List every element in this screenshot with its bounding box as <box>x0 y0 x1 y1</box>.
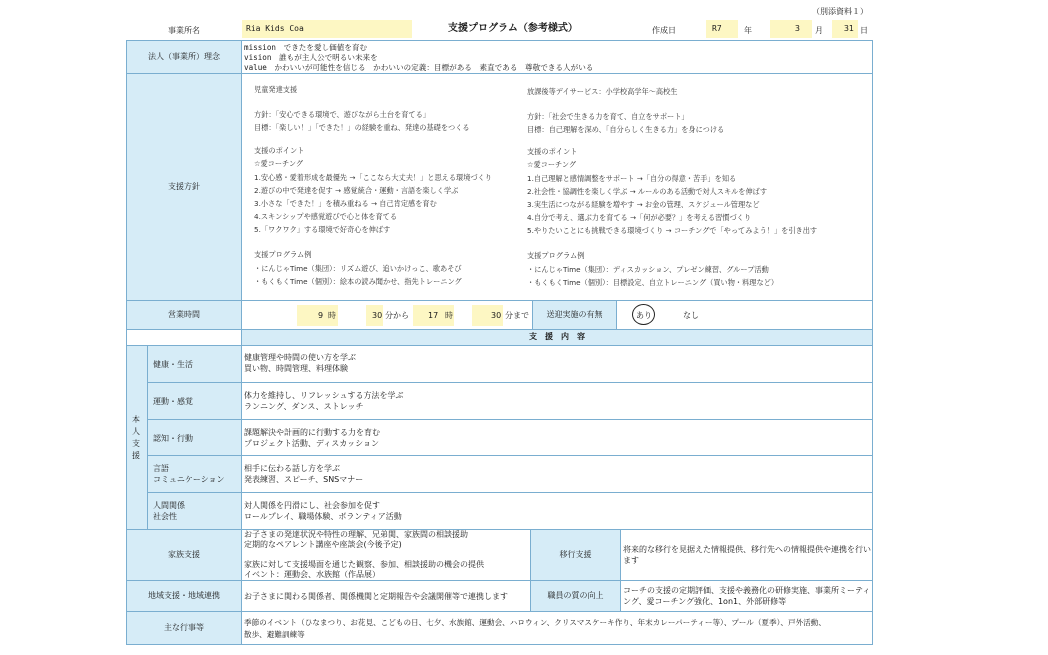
policy-left-program: ・もくもくTime（個別）：絵本の読み聞かせ、指先トレーニング <box>254 277 462 286</box>
support-row-content-communication <box>241 455 873 493</box>
family-support-content <box>241 529 531 581</box>
policy-right-point: 5.やりたいことにも挑戦できる環境づくり → コーチングで「やってみよう！」を引き出す <box>527 226 818 235</box>
policy-right-point: 3.実生活につながる経験を増やす → お金の管理、スケジュール管理など <box>527 200 760 209</box>
policy-right-point: 4.自分で考え、選ぶ力を育てる →「何が必要？」を考える習慣づくり <box>527 213 752 222</box>
policy-right-points-heading: 支援のポイント <box>527 147 578 156</box>
policy-left-program: ・にんじゃTime（集団）：リズム遊び、追いかけっこ、歌あそび <box>254 264 462 273</box>
transport-no-option[interactable]: なし <box>683 311 699 320</box>
transition-line: ます <box>623 556 639 565</box>
philosophy-line: value かわいいが可能性を信じる かわいいの定義：目標がある 素直である 尊敬できる人がいる <box>244 63 594 72</box>
staff-line: ング、愛コーチング強化、1on1、外部研修等 <box>623 597 787 606</box>
policy-left-point: 5.「ワクワク」する環境で好奇心を伸ばす <box>254 225 391 234</box>
support-row-label-text: 言語 コミュニケーション <box>153 464 225 484</box>
support-row-content-social <box>241 492 873 530</box>
transition-support-content <box>620 529 873 581</box>
community-line: お子さまに関わる関係者、関係機関と定期報告や会議開催等で連携します <box>244 592 508 601</box>
created-date-label: 作成日 <box>652 26 676 35</box>
support-row-line: 対人関係を円滑にし、社会参加を促す <box>244 501 380 510</box>
community-support-content <box>241 580 531 612</box>
support-row-line: 発表練習、スピーチ、SNSマナー <box>244 475 364 484</box>
from-text: 分から <box>385 311 409 320</box>
support-row-label-text: 人間関係 社会性 <box>153 501 185 521</box>
day-unit: 日 <box>860 26 868 35</box>
transition-line: 将来的な移行を見据えた情報提供、移行先への情報提供や連携を行い <box>623 545 871 554</box>
policy-right-program: ・もくもくTime（個別）：目標設定、自立トレーニング（買い物・料理など） <box>527 278 779 287</box>
philosophy-content <box>241 40 873 74</box>
support-row-line: 体力を維持し、リフレッシュする方法を学ぶ <box>244 391 404 400</box>
era-field[interactable]: R7 <box>706 20 738 38</box>
support-content-header: 支 援 内 容 <box>241 329 873 346</box>
transport-yes-option[interactable]: あり <box>636 311 652 320</box>
page-title: 支援プログラム（参考様式） <box>448 23 578 34</box>
support-row-content-motor <box>241 382 873 420</box>
end-minute-value: 30 <box>491 311 502 320</box>
until-text: 分まで <box>505 311 529 320</box>
support-row-line: ランニング、ダンス、ストレッチ <box>244 402 364 411</box>
family-support-label: 家族支援 <box>126 529 242 581</box>
self-support-text: 本人支援 <box>132 415 140 460</box>
staff-quality-label: 職員の質の向上 <box>530 580 621 612</box>
policy-right-goal: 目標：自己理解を深め、「自分らしく生きる力」を身につける <box>527 125 725 134</box>
community-support-label: 地域支援・地域連携 <box>126 580 242 612</box>
philosophy-line: vision 誰もが主人公で明るい未来を <box>244 53 378 62</box>
business-hours-row <box>241 300 873 330</box>
family-line: 家族に対して支援場面を通じた観察、参加、相談援助の機会の提供 <box>244 560 484 569</box>
policy-right-point: 2.社会性・協調性を楽しく学ぶ → ルールのある活動で対人スキルを伸ばす <box>527 187 768 196</box>
support-row-label-communication <box>147 455 242 493</box>
philosophy-label: 法人（事業所）理念 <box>126 40 242 74</box>
support-row-content-health <box>241 345 873 383</box>
policy-label: 支援方針 <box>126 73 242 301</box>
policy-left-policy: 方針：「安心できる環境で、遊びながら土台を育てる」 <box>254 110 430 119</box>
support-content-corner <box>126 329 242 346</box>
policy-right-program-heading: 支援プログラム例 <box>527 251 585 260</box>
family-line: 定期的なペアレント講座や座談会(今後予定) <box>244 540 402 549</box>
support-row-label-social <box>147 492 242 530</box>
support-row-content-cognition <box>241 419 873 456</box>
support-row-line: ロールプレイ、職場体験、ボランティア活動 <box>244 512 402 521</box>
staff-quality-content <box>620 580 873 612</box>
policy-left-point: 2.遊びの中で発達を促す → 感覚統合・運動・言語を楽しく学ぶ <box>254 186 459 195</box>
month-unit: 月 <box>815 26 823 35</box>
events-line: 季節のイベント（ひなまつり、お花見、こどもの日、七夕、水族館、運動会、ハロウィン、クリスマスケーキ作り、年末カレーパーティー等）、プール（夏季）、戸外活動、 <box>244 618 826 627</box>
transport-label: 送迎実施の有無 <box>532 301 617 329</box>
business-hours-label: 営業時間 <box>126 300 242 330</box>
support-row-label-motor <box>147 382 242 420</box>
support-row-line: 健康管理や時間の使い方を学ぶ <box>244 353 356 362</box>
policy-right-heading: 放課後等デイサービス：小学校高学年～高校生 <box>527 87 678 96</box>
policy-left-heading: 児童発達支援 <box>254 85 298 94</box>
staff-line: コーチの支援の定期評価、支援や義務化の研修実施、事業所ミーティ <box>623 586 871 595</box>
policy-left-coaching: ☆愛コーチング <box>254 159 304 168</box>
support-row-line: プロジェクト活動、ディスカッション <box>244 439 379 448</box>
start-hour-value: 9 <box>318 311 324 320</box>
family-line: イベント：運動会、水族館（作品展） <box>244 570 380 579</box>
support-row-line: 相手に伝わる話し方を学ぶ <box>244 464 340 473</box>
self-support-label <box>126 345 148 530</box>
support-row-label-text: 認知・行動 <box>153 434 193 443</box>
support-row-label-cognition <box>147 419 242 456</box>
support-row-label-text: 健康・生活 <box>153 360 193 369</box>
family-line: お子さまの発達状況や特性の理解、兄弟関、家族間の相談援助 <box>244 530 468 539</box>
events-content <box>241 611 873 645</box>
policy-left-goal: 目標：「楽しい！」「できた！」の経験を重ね、発達の基礎をつくる <box>254 123 470 132</box>
appendix-label: （別添資料１） <box>812 7 868 16</box>
hour-unit: 時 <box>328 311 336 320</box>
philosophy-line: mission できたを愛し価値を育む <box>244 43 368 52</box>
policy-left-program-heading: 支援プログラム例 <box>254 250 312 259</box>
transition-support-label: 移行支援 <box>530 529 621 581</box>
end-hour-value: 17 <box>428 311 439 320</box>
day-field[interactable]: 31 <box>832 20 858 38</box>
end-hour-unit: 時 <box>445 311 453 320</box>
office-label: 事業所名 <box>168 26 200 35</box>
events-label: 主な行事等 <box>126 611 242 645</box>
policy-content <box>241 73 873 301</box>
support-row-label-text: 運動・感覚 <box>153 397 193 406</box>
support-row-line: 買い物、時間管理、料理体験 <box>244 364 348 373</box>
support-row-line: 課題解決や計画的に行動する力を育む <box>244 428 380 437</box>
start-minute-value: 30 <box>372 311 383 320</box>
events-line: 散歩、避難訓練等 <box>244 630 305 639</box>
policy-right-coaching: ☆愛コーチング <box>527 160 577 169</box>
support-row-label-health <box>147 345 242 383</box>
year-unit: 年 <box>744 26 752 35</box>
policy-left-point: 3.小さな「できた！」を積み重ねる → 自己肯定感を育む <box>254 199 437 208</box>
policy-left-points-heading: 支援のポイント <box>254 146 305 155</box>
policy-right-policy: 方針：「社会で生きる力を育て、自立をサポート」 <box>527 112 689 121</box>
policy-left-point: 4.スキンシップや感覚遊びで心と体を育てる <box>254 212 398 221</box>
office-name-field[interactable]: Ria Kids Coa <box>242 20 412 38</box>
policy-right-program: ・にんじゃTime（集団）：ディスカッション、プレゼン練習、グループ活動 <box>527 265 769 274</box>
policy-right-point: 1.自己理解と感情調整をサポート →「自分の得意・苦手」を知る <box>527 174 737 183</box>
policy-left-point: 1.安心感・愛着形成を最優先 →「ここなら大丈夫！」と思える環境づくり <box>254 173 492 182</box>
month-field[interactable]: 3 <box>770 20 812 38</box>
